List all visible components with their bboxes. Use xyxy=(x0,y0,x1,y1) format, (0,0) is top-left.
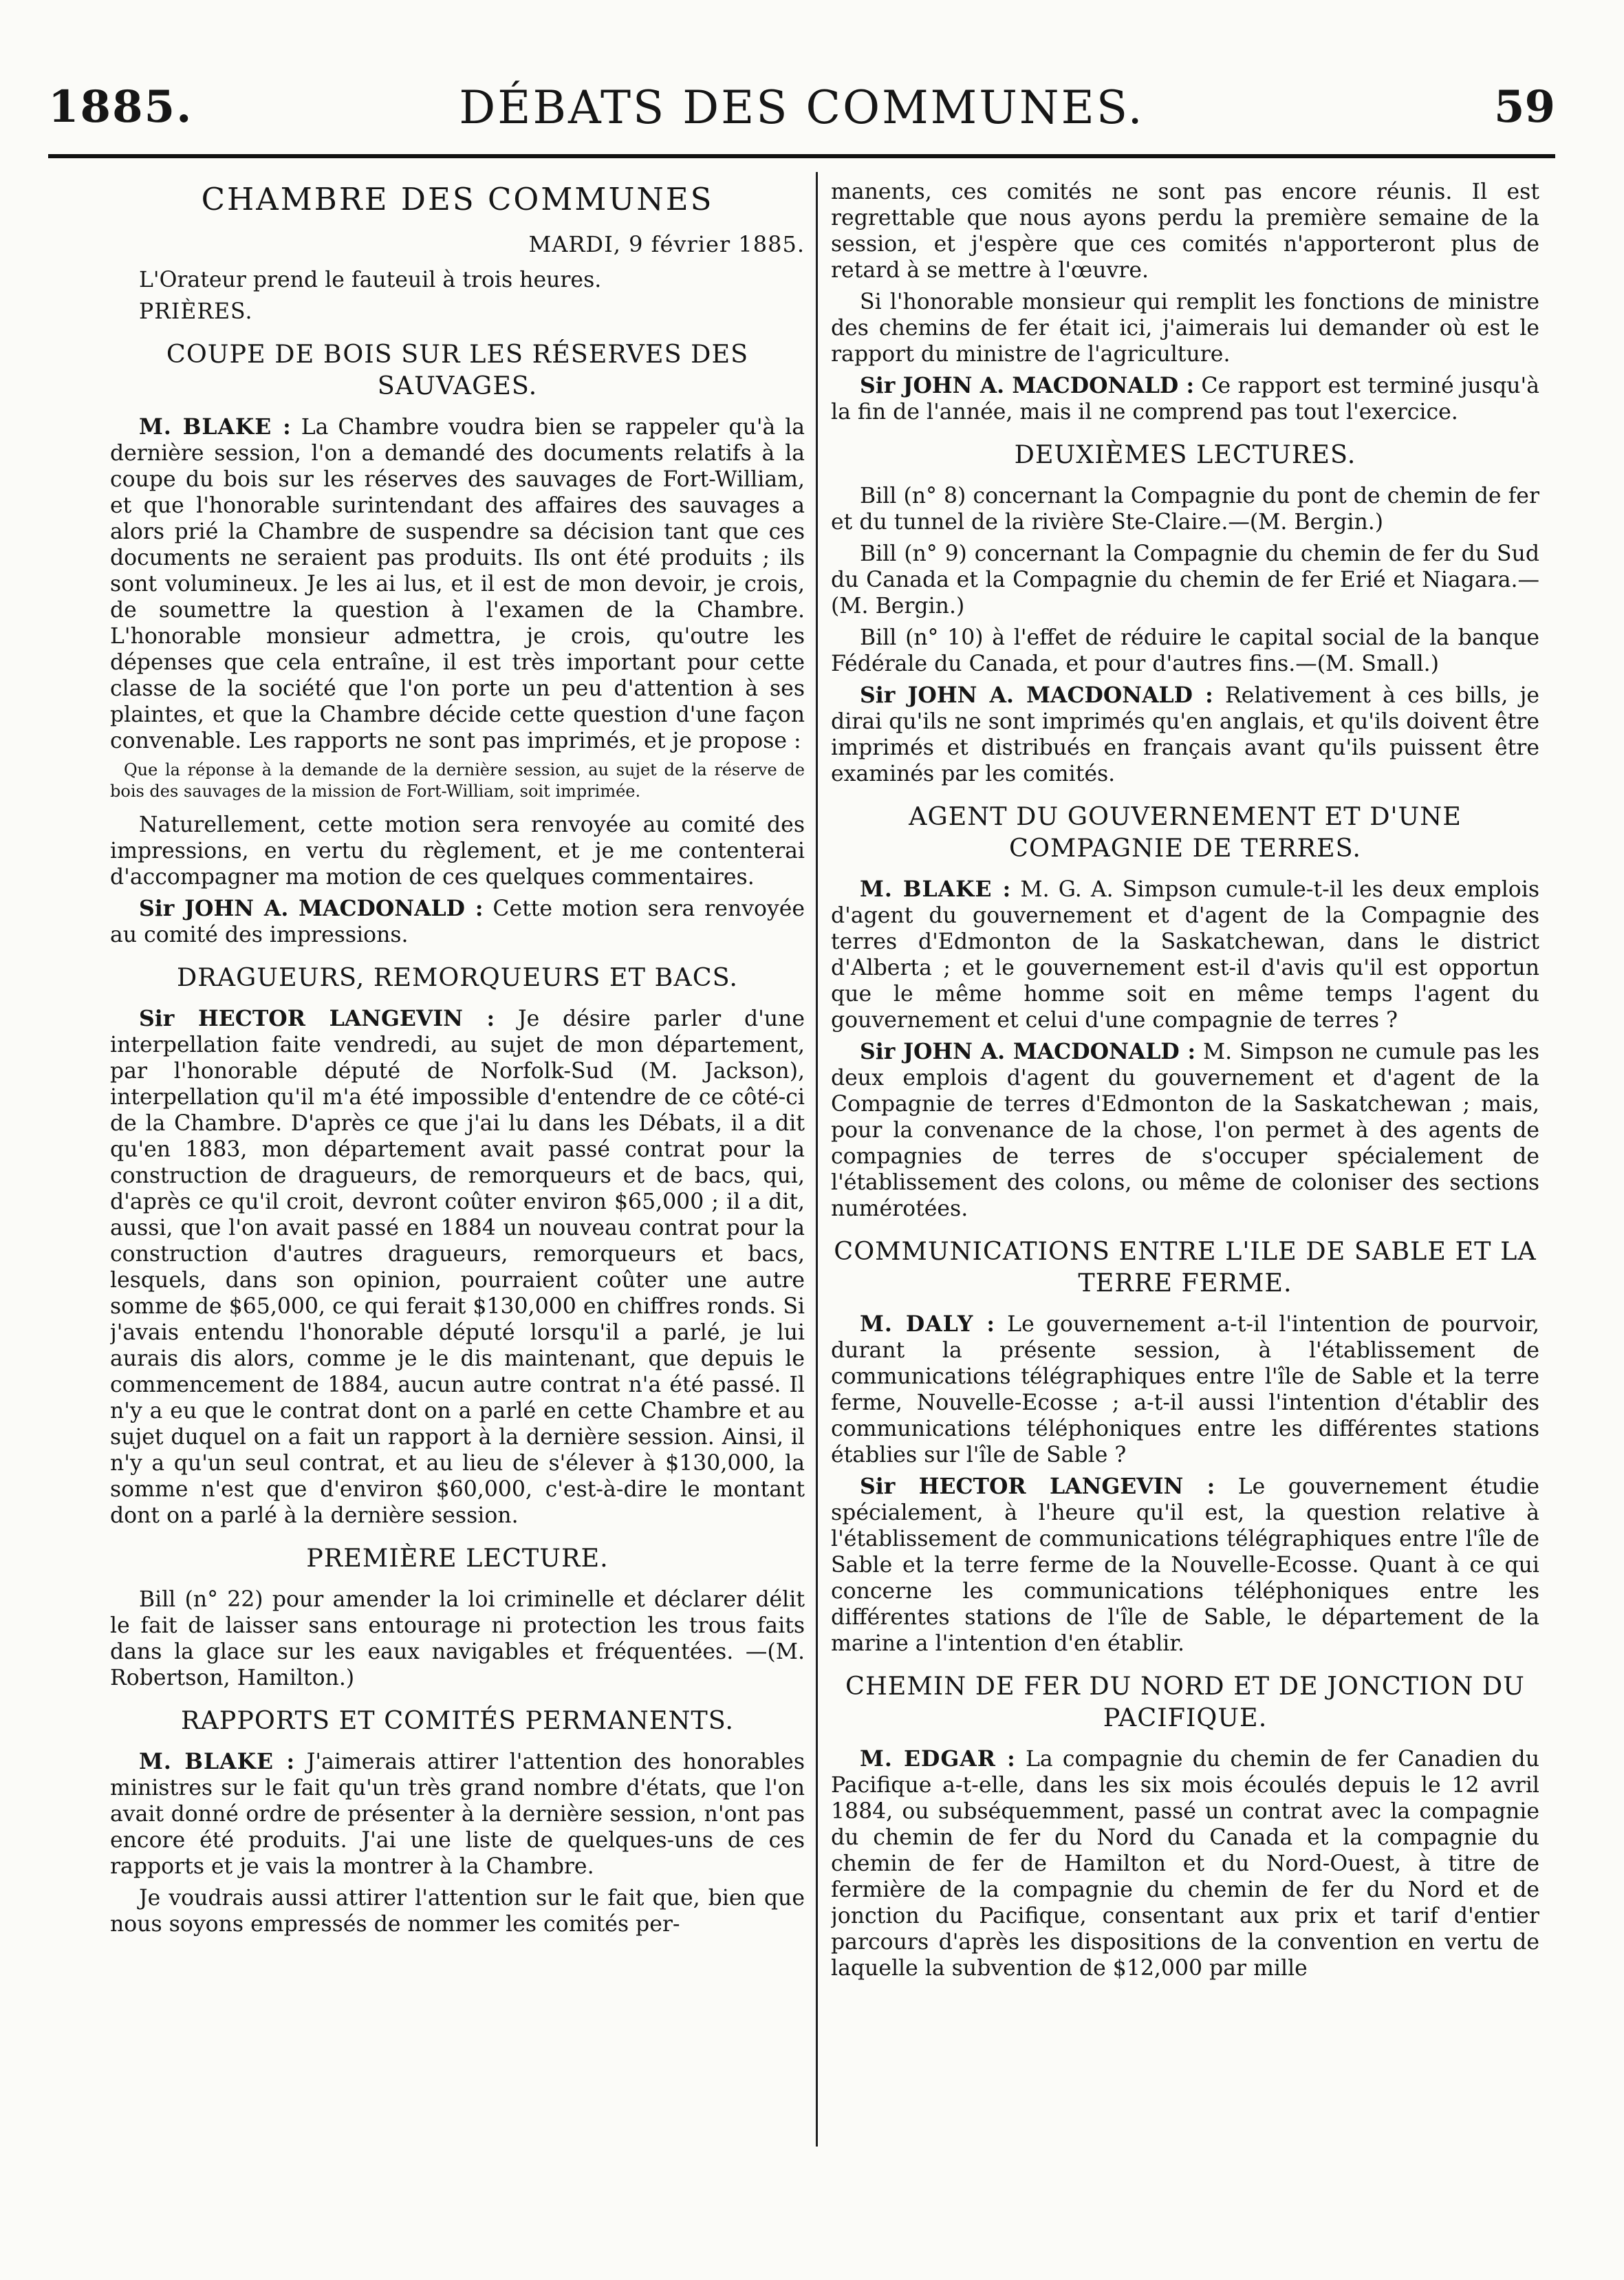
section-title-premiere-lecture: PREMIÈRE LECTURE. xyxy=(306,1543,609,1573)
bill-item: Bill (n° 8) concernant la Compagnie du pont de chemin de fer et du tunnel de la rivière Ste-Claire.—(M. Bergin.) xyxy=(831,484,1539,535)
section-title-chemin-de-fer: CHEMIN DE FER DU NORD ET DE JONCTION DU PACIFIQUE. xyxy=(845,1671,1525,1732)
left-column xyxy=(110,179,805,2252)
motion-text: Que la réponse à la demande de la dernière session, au sujet de la réserve de bois des sauvages de la mission de Fort-William, soit imprimée. xyxy=(110,760,805,801)
speaker-name: Sir HECTOR LANGEVIN : xyxy=(139,1006,495,1031)
speaker-name: Sir JOHN A. MACDONALD : xyxy=(139,896,484,921)
paragraph xyxy=(110,1749,805,1880)
speaker-name: M. BLAKE : xyxy=(860,876,1012,902)
paragraph: Si l'honorable monsieur qui remplit les fonctions de ministre des chemins de fer était ici, j'aimerais lui demander où est le rapport du ministre de l'agriculture. xyxy=(831,290,1539,367)
paragraph xyxy=(831,682,1539,787)
header-title: DÉBATS DES COMMUNES. xyxy=(459,81,1145,134)
paragraph xyxy=(831,876,1539,1033)
sitting-date: MARDI, 9 février 1885. xyxy=(528,231,805,257)
section-title-dragueurs: DRAGUEURS, REMORQUEURS ET BACS. xyxy=(177,962,738,992)
speaker-name: M. BLAKE : xyxy=(139,414,292,440)
section-title-ile-de-sable: COMMUNICATIONS ENTRE L'ILE DE SABLE ET LA TERRE FERME. xyxy=(834,1236,1537,1298)
header-rule xyxy=(48,154,1555,158)
bill-item: Bill (n° 9) concernant la Compagnie du chemin de fer du Sud du Canada et la Compagnie du chemin de fer Erié et Niagara.—(M. Bergin.) xyxy=(831,541,1539,619)
paragraph-text: La Chambre voudra bien se rappeler qu'à la dernière session, l'on a demandé des documents relatifs à la coupe du bois sur les réserves des sauvages de Fort-William, et que l'honorable surintendant des affaires des sauvages a alors prié la Chambre de suspendre sa décision tant que ces documents ne seraient pas produits. Ils ont été produits ; ils sont volumineux. Je les ai lus, et il est de mon devoir, je crois, de soumettre la question à l'examen de la Chambre. L'honorable monsieur admettra, je crois, qu'outre les dépenses que cela entraîne, il est très important pour cette classe de la société que l'on porte un peu d'attention à ses plaintes, et que la Chambre décide cette question d'une façon convenable. Les rapports ne sont pas imprimés, et je propose : xyxy=(110,415,805,753)
paragraph-text: M. Simpson ne cumule pas les deux emplois d'agent du gouvernement et d'agent de la Compagnie de terres d'Edmonton de la Saskatchewan ; mais, pour la convenance de la chose, l'on permet à des agents de compagnies de terres de s'occuper spécialement de l'établissement des colons, ou même de coloniser des sections numérotées. xyxy=(831,1040,1539,1221)
paragraph xyxy=(110,1006,805,1529)
paragraph-text: Je désire parler d'une interpellation faite vendredi, au sujet de mon département, par l'honorable député de Norfolk-Sud (M. Jackson), interpellation qu'il m'a été impossible d'entendre de ce côté-ci de la Chambre. D'après ce que j'ai lu dans les Débats, il a dit qu'en 1883, mon département avait passé contrat pour la construction de dragueurs, de remorqueurs et de bacs, qui, d'après ce qu'il croit, devront coûter environ $65,000 ; il a dit, aussi, que l'on avait passé en 1884 un nouveau contrat pour la construction d'autres dragueurs, remorqueurs et bacs, lesquels, dans son opinion, pourraient coûter une autre somme de $65,000, ce qui ferait $130,000 en chiffres ronds. Si j'avais entendu l'honorable député lorsqu'il a parlé, je lui aurais dis alors, comme je le dis maintenant, que depuis le commencement de 1884, aucun autre contrat n'a été passé. Il n'y a eu que le contrat dont on a parlé en cette Chambre et au sujet duquel on a fait un rapport à la dernière session. Ainsi, il n'y a qu'un seul contrat, et au lieu de s'élever à $130,000, la somme n'est que d'environ $60,000, c'est-à-dire le montant dont on a parlé à la dernière session. xyxy=(110,1007,805,1528)
paragraph: Bill (n° 22) pour amender la loi criminelle et déclarer délit le fait de laisser sans entourage ni protection les trous faits dans la glace sur les eaux navigables et fréquentées. —(M. Robertson, Hamilton.) xyxy=(110,1587,805,1690)
paragraph xyxy=(110,896,805,948)
paragraph-text: Ce rapport est terminé jusqu'à la fin de l'année, mais il ne comprend pas tout l'exercice. xyxy=(831,374,1539,424)
section-title-coupe-de-bois: COUPE DE BOIS SUR LES RÉSERVES DES SAUVAGES. xyxy=(166,339,749,400)
section-title-deuxiemes-lectures: DEUXIÈMES LECTURES. xyxy=(1014,440,1356,469)
orateur-line: L'Orateur prend le fauteuil à trois heures. xyxy=(139,268,602,292)
column-divider xyxy=(816,172,818,2147)
speaker-name: M. EDGAR : xyxy=(860,1746,1016,1772)
paragraph xyxy=(831,1474,1539,1657)
paragraph-text: Relativement à ces bills, je dirai qu'ils ne sont imprimés qu'en anglais, et qu'ils doivent être imprimés et distribués en français avant qu'ils puissent être examinés par les comités. xyxy=(831,683,1539,786)
paragraph: Naturellement, cette motion sera renvoyée au comité des impressions, en vertu du règlement, et je me contenterai d'accompagner ma motion de ces quelques commentaires. xyxy=(110,813,805,890)
speaker-name: Sir HECTOR LANGEVIN : xyxy=(860,1474,1215,1499)
paragraph-text: J'aimerais attirer l'attention des honorables ministres sur le fait qu'un très grand nombre d'états, que l'on avait donné ordre de présenter à la dernière session, n'ont pas encore été produits. J'ai une liste de quelques-uns de ces rapports et je vais la montrer à la Chambre. xyxy=(110,1750,805,1879)
page-number: 59 xyxy=(1493,81,1555,133)
paragraph: manents, ces comités ne sont pas encore réunis. Il est regrettable que nous ayons perdu la première semaine de la session, et j'espère que ces comités n'apporteront plus de retard à se mettre à l'œuvre. xyxy=(831,180,1539,283)
paragraph xyxy=(831,373,1539,425)
speaker-name: Sir JOHN A. MACDONALD : xyxy=(860,682,1213,708)
paragraph-text: Le gouvernement a-t-il l'intention de pourvoir, durant la présente session, à l'établissement de communications télégraphiques entre l'île de Sable et la terre ferme, Nouvelle-Ecosse ; a-t-il aussi l'intention d'établir des communications téléphoniques entre les différentes stations établies sur l'île de Sable ? xyxy=(831,1312,1539,1467)
paragraph xyxy=(831,1746,1539,1981)
paragraph-text: Le gouvernement étudie spécialement, à l'heure qu'il est, la question relative à l'établissement de communications télégraphiques entre l'île de Sable et la terre ferme de la Nouvelle-Ecosse. Quant à ce qui concerne les communications téléphoniques entre les différentes stations de l'île de Sable, le département de la marine a l'intention d'en établir. xyxy=(831,1474,1539,1656)
paragraph xyxy=(110,414,805,754)
right-column xyxy=(831,179,1539,2252)
paragraph xyxy=(831,1039,1539,1222)
header-year: 1885. xyxy=(48,81,193,133)
paragraph-text: La compagnie du chemin de fer Canadien du Pacifique a-t-elle, dans les six mois écoulés depuis le 12 avril 1884, ou subséquemment, passé un contrat avec la compagnie du chemin de fer du Nord du Canada et la compagnie du chemin de fer de Hamilton et du Nord-Ouest, à titre de fermière de la compagnie du chemin de fer du Nord et de jonction du Pacifique, consentant aux prix et tarif d'entier parcours d'après les dispositions de la convention en vertu de laquelle la subvention de $12,000 par mille xyxy=(831,1747,1539,1981)
section-title-rapports: RAPPORTS ET COMITÉS PERMANENTS. xyxy=(180,1706,735,1735)
chamber-title: CHAMBRE DES COMMUNES xyxy=(201,181,714,217)
prieres-line: PRIÈRES. xyxy=(139,299,253,324)
section-title-agent-gouvernement: AGENT DU GOUVERNEMENT ET D'UNE COMPAGNIE DE TERRES. xyxy=(909,802,1462,863)
bill-item: Bill (n° 10) à l'effet de réduire le capital social de la banque Fédérale du Canada, et pour d'autres fins.—(M. Small.) xyxy=(831,625,1539,676)
paragraph: Je voudrais aussi attirer l'attention sur le fait que, bien que nous soyons empressés de nommer les comités per- xyxy=(110,1886,805,1937)
speaker-name: Sir JOHN A. MACDONALD : xyxy=(860,1039,1196,1064)
paragraph-text: M. G. A. Simpson cumule-t-il les deux emplois d'agent du gouvernement et d'agent de la Compagnie des terres d'Edmonton de la Saskatchewan, dans le district d'Alberta ; et le gouvernement est-il d'avis qu'il est opportun que le même homme soit en même temps l'agent du gouvernement et celui d'une compagnie de terres ? xyxy=(831,877,1539,1033)
speaker-name: Sir JOHN A. MACDONALD : xyxy=(860,373,1195,398)
speaker-name: M. BLAKE : xyxy=(139,1749,296,1774)
speaker-name: M. DALY : xyxy=(860,1311,996,1337)
paragraph-text: Cette motion sera renvoyée au comité des impressions. xyxy=(110,896,805,947)
running-header xyxy=(48,81,1555,157)
paragraph xyxy=(831,1311,1539,1468)
